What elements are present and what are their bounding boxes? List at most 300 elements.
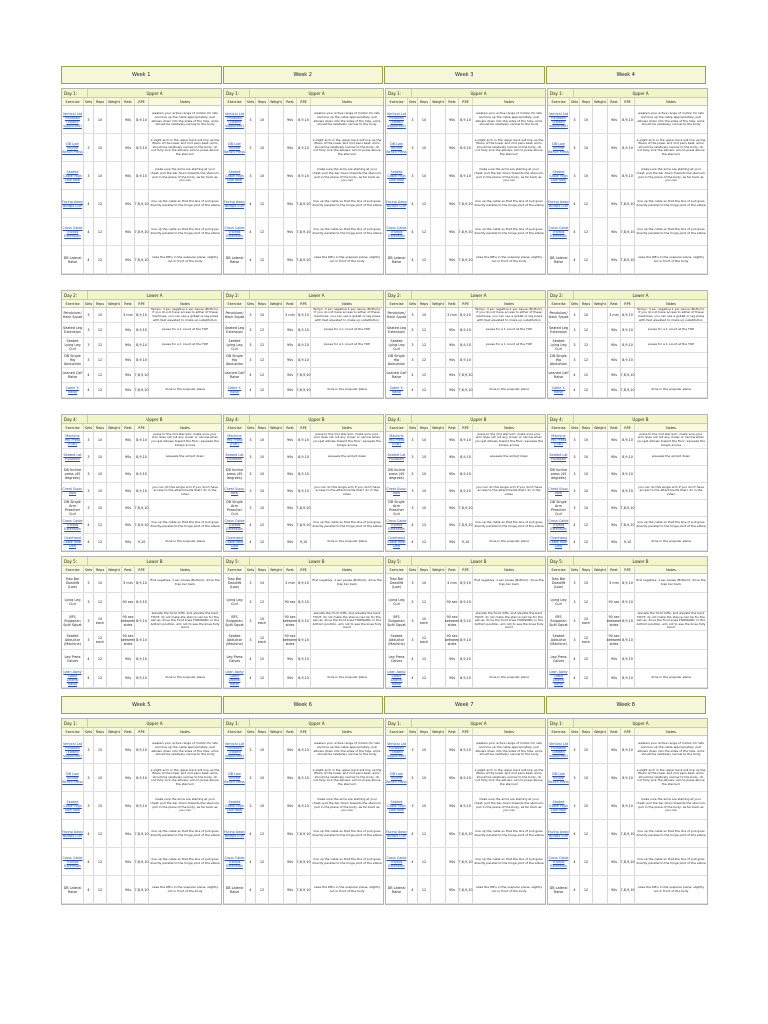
day-label: Day 2:	[548, 291, 574, 299]
cell: 90s	[122, 848, 135, 875]
exercise-row	[386, 574, 545, 593]
day-label: Day 4:	[224, 415, 250, 423]
exercise-link[interactable]: Vertical Lat Pulldown (closed supported)	[386, 736, 408, 763]
exercise-link: DB Lateral Raise	[386, 246, 408, 273]
exercise-row	[386, 449, 545, 466]
cell: 12	[418, 848, 431, 875]
column-header: Sets	[84, 729, 93, 734]
workout-table	[61, 718, 222, 905]
exercise-row	[62, 820, 221, 848]
week-label: Week 1	[61, 66, 222, 84]
cell: 90s	[284, 134, 297, 161]
cell: elevate the front cliffs, and elevate the back FOOT. do not make the stance narrow for the set-up: drive the front knee FORWARD; in the bottom position, aim not to see the knee fully bend	[636, 611, 706, 630]
cell: 7,8,9,10	[459, 218, 473, 245]
cell: 4	[570, 848, 580, 875]
exercise-link[interactable]: Seated Cable High Low Row	[548, 162, 570, 189]
cell: 10	[256, 308, 269, 322]
cell: 90s	[284, 764, 297, 791]
exercise-link[interactable]: Vertical Lat Pulldown (closed supported)	[224, 106, 246, 133]
cell: 90s	[122, 338, 135, 352]
exercise-link[interactable]: Cross Cable Triceps Extension	[548, 218, 570, 245]
day-focus: Upper A	[574, 89, 707, 97]
cell: 90s	[608, 190, 621, 217]
column-header: Exercise	[386, 566, 408, 573]
cell	[431, 593, 446, 611]
cell: 3 min	[284, 308, 297, 322]
cell: 12	[256, 190, 269, 217]
cell: 10	[256, 764, 269, 791]
day-row	[224, 415, 383, 424]
cell: a slight arch in the upper back will line up the fibers of the lower and mid pecs best; arms should be relatively narrow to the body, do not fully lock the elbows; aim to press above the sternum	[312, 767, 382, 786]
cell: 12	[94, 517, 107, 533]
cell	[311, 368, 383, 382]
cell: 12	[580, 876, 593, 903]
day-row	[62, 719, 221, 728]
cell: 4	[84, 848, 94, 875]
cell: 3	[408, 736, 418, 763]
cell: weaken your active range of motion for lats and line up the cable appropriately, pull elbows down into the sides of the hips, arms should be relatively narrow to the body	[475, 741, 543, 757]
exercise-link[interactable]: Seated Cable High Low Row	[62, 792, 84, 819]
cell: 4	[408, 368, 418, 382]
workout-table	[223, 718, 384, 905]
cell: 90 sec between sides	[446, 612, 459, 630]
cell: 8,9,10	[621, 323, 635, 337]
cell: 12	[418, 368, 431, 382]
week-label: Week 6	[223, 696, 384, 714]
exercise-link[interactable]: Seated Cable High Low Row	[62, 162, 84, 189]
column-header: Notes	[180, 301, 190, 306]
cell: 3	[570, 134, 580, 161]
cell: 12	[418, 669, 431, 687]
column-header-row	[386, 98, 545, 106]
cell: 4	[84, 190, 94, 217]
exercise-row	[548, 162, 707, 190]
exercise-link[interactable]: Cross Cable Triceps Extension	[224, 519, 245, 531]
column-header: Rest	[122, 98, 135, 105]
exercise-row	[62, 483, 221, 500]
cell: 90s	[608, 353, 621, 367]
column-header: Rest	[608, 566, 621, 573]
cell: 8,9,10	[135, 612, 149, 630]
cell: 12	[94, 323, 107, 337]
cell: line up the cable so that the line of pull goes directly parallel to the hinge joint of the elbow	[312, 856, 382, 865]
exercise-link[interactable]: Machine Pec Press (Flat)	[62, 432, 84, 448]
workout-table	[547, 414, 708, 552]
exercise-link[interactable]: DB Low Incline Bench Press	[62, 764, 84, 791]
exercise-link[interactable]: Seated Lat Pulldown	[386, 449, 408, 465]
cell: elevate the front cliffs, and elevate the back FOOT. do not make the stance narrow for the set-up: drive the front knee FORWARD; in the bottom position, aim not to see the knee fully bend	[474, 611, 544, 630]
exercise-link[interactable]: Overhead Cable Rear Delt	[386, 534, 408, 550]
exercise-row	[386, 612, 545, 631]
column-header-row	[386, 424, 545, 432]
column-header-row	[224, 566, 383, 574]
cell: raise the DB's in the scapular plane, slightly out in front of the body	[475, 884, 543, 893]
exercise-row	[548, 764, 707, 792]
column-header-row	[62, 424, 221, 432]
exercise-row	[224, 848, 383, 876]
cell: 12	[580, 218, 593, 245]
cell: 8,9,10	[135, 736, 149, 763]
exercise-link: DB Single Hip Abduction	[62, 353, 84, 367]
cell: 7,8,9,10	[135, 876, 149, 903]
exercise-row	[224, 876, 383, 904]
cell: 3	[84, 612, 94, 630]
column-header-row	[386, 566, 545, 574]
cell	[635, 466, 707, 482]
day-row	[548, 557, 707, 566]
exercise-link[interactable]: Lean Away Cable Lateral Raise	[224, 669, 246, 687]
exercise-link[interactable]: Cable Y-Raise	[386, 383, 408, 397]
exercise-link[interactable]: Facing Away Biceps Curl	[224, 190, 246, 217]
exercise-link[interactable]: Cross Cable Triceps Extension	[386, 218, 408, 245]
exercise-row	[386, 383, 545, 398]
cell: 90s	[446, 449, 459, 465]
cell	[431, 246, 446, 273]
day-label: Day 1:	[224, 89, 250, 97]
column-header-row	[548, 728, 707, 736]
exercise-link[interactable]: DB Low Incline Bench Press	[386, 764, 408, 791]
week-label: Week 5	[61, 696, 222, 714]
exercise-link[interactable]: Overhead Cable Rear Delt	[548, 534, 570, 550]
exercise-row	[386, 792, 545, 820]
cell: first negative, 1 sec pause (Bottom): drive the trap bar back	[150, 578, 220, 586]
column-header: Rest	[284, 566, 297, 573]
cell: line up the cable so that the line of pull goes directly parallel to the hinge joint of the elbow	[474, 226, 544, 235]
column-header: Rest	[446, 300, 459, 307]
column-header: Reps	[94, 566, 107, 573]
exercise-link[interactable]: Facing Away Biceps Curl	[386, 820, 408, 847]
exercise-link[interactable]: Vertical Lat Pulldown (closed supported)	[386, 106, 408, 133]
cell: 8,9,10	[621, 792, 635, 819]
cell: 3	[84, 792, 94, 819]
exercise-link[interactable]: Overhead Cable Rear Delt	[62, 534, 84, 550]
column-header: Exercise	[548, 98, 570, 105]
exercise-link[interactable]: Facing Away Biceps Curl	[548, 190, 570, 217]
exercise-row	[224, 449, 383, 466]
cell	[107, 517, 122, 533]
exercise-link[interactable]: Vertical Lat Pulldown (closed supported)	[62, 106, 84, 133]
exercise-link[interactable]: Seated Cable High Low Row	[386, 792, 408, 819]
exercise-link[interactable]: Lean Away Cable Lateral Raise	[62, 669, 84, 687]
column-header: Rest	[446, 566, 459, 573]
exercise-link: Trap Bar Deadlift (Low)	[224, 574, 246, 592]
cell: weaken your active range of motion for lats and line up the cable appropriately, pull elbows down into the sides of the hips, arms should be relatively narrow to the body	[475, 111, 543, 127]
cell	[431, 218, 446, 245]
cell	[107, 792, 122, 819]
exercise-row	[62, 308, 221, 323]
exercise-link[interactable]: Seated Lat Pulldown	[548, 449, 570, 465]
cell: 90 sec	[122, 593, 135, 611]
column-header: Exercise	[386, 728, 408, 735]
cell: 3	[570, 338, 580, 352]
exercise-link[interactable]: DB Low Incline Bench Press	[548, 764, 570, 791]
cell: 12	[94, 368, 107, 382]
cell: 4	[246, 669, 256, 687]
exercise-link: BFS Bulgarian Split Squat	[62, 612, 84, 630]
cell: 10	[580, 736, 593, 763]
cell: 90 sec	[284, 593, 297, 611]
exercise-link[interactable]: Facing Away Biceps Curl	[62, 190, 84, 217]
cell: 4	[246, 190, 256, 217]
exercise-link[interactable]: Cross Cable Triceps Extension	[62, 218, 84, 245]
cell: 10	[94, 483, 107, 499]
column-header: Rest	[122, 728, 135, 735]
cell: 7,8,9,10	[297, 500, 311, 516]
workout-table	[223, 414, 384, 552]
cell: 12	[94, 669, 107, 687]
exercise-link[interactable]: Seated Lat Pulldown	[62, 449, 84, 465]
cell: 8,9,10	[621, 162, 635, 189]
column-header: Rest	[446, 424, 459, 431]
cell	[431, 574, 446, 592]
cell: line up the cable so that the line of pull goes directly parallel to the hinge joint of the elbow	[474, 828, 544, 837]
exercise-link: Leg Press Calves	[386, 650, 408, 668]
exercise-link[interactable]: Seated Lat Pulldown	[224, 449, 246, 465]
cell: 12	[580, 190, 593, 217]
day-focus: Upper A	[250, 719, 383, 727]
column-header: Notes	[504, 567, 514, 572]
exercise-link[interactable]: Facing Away Biceps Curl	[62, 820, 84, 847]
week-header-row	[61, 66, 707, 86]
exercise-link[interactable]: Lean Away Cable Lateral Raise	[386, 669, 408, 687]
cell: 8,9,10	[135, 353, 149, 367]
exercise-link: DB Incline press (45 degrees)	[62, 466, 84, 482]
cell: 4	[84, 650, 94, 668]
exercise-row	[62, 848, 221, 876]
column-header: Rest	[122, 300, 135, 307]
cell	[107, 650, 122, 668]
column-header: Sets	[408, 567, 417, 572]
column-header: Reps	[94, 424, 107, 431]
cell: 90s	[446, 736, 459, 763]
exercise-link[interactable]: Cable Y-Raise	[224, 383, 246, 397]
exercise-link[interactable]: Cross Cable Triceps Extension	[62, 848, 84, 875]
cell: 10	[256, 134, 269, 161]
exercise-row	[224, 353, 383, 368]
cell: 10	[580, 432, 593, 448]
exercise-link[interactable]: DB Low Incline Bench Press	[386, 134, 408, 161]
exercise-link: Trap Bar Deadlift (Low)	[386, 574, 408, 592]
cell	[269, 338, 284, 352]
cell: 10 each	[256, 612, 269, 630]
column-header: Weight	[107, 98, 122, 105]
cell: 90s	[284, 368, 297, 382]
exercise-link[interactable]: Cross Cable Triceps Extension	[224, 848, 246, 875]
exercise-link: Leg Press Calves	[548, 650, 570, 668]
cell	[107, 432, 122, 448]
cell: you can do this single arm if you don't have access to the attachments that I do in the video	[152, 484, 218, 496]
exercise-link[interactable]: DB Low Incline Bench Press	[548, 134, 570, 161]
cell	[593, 134, 608, 161]
exercise-link[interactable]: DB Low Incline Bench Press	[62, 134, 84, 161]
day-label: Day 1:	[62, 89, 88, 97]
exercise-link: Seated Leg Extension	[62, 323, 84, 337]
exercise-link[interactable]: Seated Cable High Low Row	[548, 792, 570, 819]
day-label: Day 1:	[548, 719, 574, 727]
cell: 12	[418, 534, 431, 550]
cell: 8,9,10	[459, 134, 473, 161]
exercise-link: Seated Adductor (Machine)	[62, 631, 84, 649]
exercise-link[interactable]: Cable Y-Raise	[62, 383, 84, 397]
cell: 8,9,10	[621, 764, 635, 791]
exercise-link: Pendulum/ Hack Squat	[386, 308, 408, 322]
cell: 12	[418, 190, 431, 217]
column-header: Weight	[593, 98, 608, 105]
exercise-link[interactable]: Chest Supp. Row	[386, 483, 408, 499]
exercise-link[interactable]: Cross Cable Triceps Extension	[62, 519, 83, 531]
exercise-link[interactable]: Cross Cable Triceps Extension	[548, 848, 570, 875]
cell: 8,9,10	[459, 736, 473, 763]
exercise-link[interactable]: Chest Supp. Row	[224, 483, 246, 499]
cell	[269, 500, 284, 516]
exercise-row	[386, 323, 545, 338]
exercise-link[interactable]: Facing Away Biceps Curl	[224, 820, 246, 847]
cell: 8,9,10	[135, 764, 149, 791]
exercise-link[interactable]: DB Low Incline Bench Press	[224, 764, 246, 791]
cell: 10	[256, 574, 269, 592]
column-header: RPE	[621, 424, 635, 431]
cell: 3	[246, 631, 256, 649]
cell	[473, 466, 545, 482]
cell: 90s	[122, 246, 135, 273]
workout-table	[61, 88, 222, 275]
exercise-link[interactable]: Machine Pec Press (Flat)	[386, 432, 408, 448]
exercise-row	[548, 669, 707, 688]
exercise-link[interactable]: Facing Away Biceps Curl	[386, 190, 408, 217]
cell: 10 each	[94, 612, 107, 630]
exercise-link[interactable]: Vertical Lat Pulldown (closed supported)	[548, 106, 570, 133]
cell: 10	[94, 466, 107, 482]
exercise-link[interactable]: Cross Cable Triceps Extension	[548, 519, 569, 531]
cell	[431, 368, 446, 382]
cell: 12	[94, 190, 107, 217]
cell: 4	[246, 218, 256, 245]
exercise-link[interactable]: Vertical Lat Pulldown (closed supported)	[62, 736, 84, 763]
column-header: Reps	[256, 98, 269, 105]
cell	[593, 848, 608, 875]
cell: 3	[408, 353, 418, 367]
column-header: Reps	[94, 300, 107, 307]
cell	[269, 792, 284, 819]
exercise-link[interactable]: Vertical Lat Pulldown (closed supported)	[548, 736, 570, 763]
cell	[149, 466, 221, 482]
cell: 10	[94, 449, 107, 465]
cell: 4	[246, 383, 256, 397]
exercise-link[interactable]: Lean Away Cable Lateral Raise	[548, 669, 570, 687]
exercise-link[interactable]: Cross Cable Triceps Extension	[386, 519, 407, 531]
exercise-row	[62, 323, 221, 338]
cell	[593, 383, 608, 397]
day-focus: Upper A	[574, 719, 707, 727]
exercise-link[interactable]: Cable Y-Raise	[548, 383, 570, 397]
cell: 4	[84, 517, 94, 533]
cell: 8,9,10	[135, 308, 149, 322]
column-header: RPE	[621, 566, 635, 573]
exercise-link[interactable]: Chest Supp. Row	[548, 483, 570, 499]
cell: 10	[94, 736, 107, 763]
workout-table	[385, 88, 546, 275]
exercise-link: Lying Leg Curl	[386, 593, 408, 611]
exercise-link[interactable]: Overhead Cable Rear Delt	[224, 534, 246, 550]
exercise-link[interactable]: Seated Cable High Low Row	[224, 162, 246, 189]
cell: 90s	[122, 432, 135, 448]
cell: 8,9,10	[621, 631, 635, 649]
cell: 3	[408, 574, 418, 592]
cell: 12	[418, 246, 431, 273]
cell: 8,9,10	[297, 650, 311, 668]
exercise-link: Seated Adductor (Machine)	[386, 631, 408, 649]
exercise-link[interactable]: Cross Cable Triceps Extension	[224, 218, 246, 245]
exercise-row	[386, 190, 545, 218]
cell: 12	[94, 848, 107, 875]
cell	[635, 368, 707, 382]
exercise-row	[224, 650, 383, 669]
column-header: RPE	[135, 424, 149, 431]
cell	[431, 338, 446, 352]
exercise-link[interactable]: Machine Pec Press (Flat)	[224, 432, 246, 448]
exercise-link[interactable]: Machine Pec Press (Flat)	[548, 432, 570, 448]
exercise-row	[224, 612, 383, 631]
cell: 8,9,10	[459, 353, 473, 367]
workout-table	[61, 290, 222, 399]
cell: 12	[94, 593, 107, 611]
cell: 12	[256, 246, 269, 273]
cell	[269, 106, 284, 133]
cell: pause for a 1 count at the TOP	[485, 342, 532, 347]
cell: line up the cable so that the line of pull goes directly parallel to the hinge joint of the elbow	[150, 226, 220, 235]
cell	[431, 106, 446, 133]
cell: 8,9,10	[459, 432, 473, 448]
column-header: Rest	[608, 98, 621, 105]
cell	[431, 353, 446, 367]
workout-table	[385, 414, 546, 552]
exercise-link[interactable]: Chest Supp. Row	[62, 483, 84, 499]
exercise-link[interactable]: Cross Cable Triceps Extension	[386, 848, 408, 875]
cell: 12	[580, 593, 593, 611]
column-header: Sets	[570, 729, 579, 734]
exercise-row	[62, 246, 221, 274]
exercise-link[interactable]: Seated Cable High Low Row	[224, 792, 246, 819]
cell: line up the cable so that the line of pull goes directly parallel to the hinge joint of the elbow	[150, 520, 220, 528]
cell	[593, 353, 608, 367]
day-focus: Upper A	[412, 89, 545, 97]
exercise-link[interactable]: Vertical Lat Pulldown (closed supported)	[224, 736, 246, 763]
cell: done in the scapular plane	[326, 539, 368, 544]
cell: 3	[84, 736, 94, 763]
exercise-link[interactable]: Facing Away Biceps Curl	[548, 820, 570, 847]
cell: 8,9,10	[135, 162, 149, 189]
cell: raise the DB's in the scapular plane, slightly out in front of the body	[151, 254, 219, 263]
cell: 3	[570, 449, 580, 465]
exercise-link[interactable]: Seated Cable High Low Row	[386, 162, 408, 189]
exercise-link[interactable]: DB Low Incline Bench Press	[224, 134, 246, 161]
day-label: Day 2:	[224, 291, 250, 299]
week-label: Week 3	[384, 66, 545, 84]
column-header: Sets	[246, 99, 255, 104]
cell: 90s	[122, 669, 135, 687]
day-label: Day 1:	[386, 89, 412, 97]
day-band	[61, 290, 707, 394]
cell	[635, 500, 707, 516]
cell: 3	[246, 353, 256, 367]
cell: 4	[84, 383, 94, 397]
cell: 4	[408, 820, 418, 847]
cell: 4	[408, 669, 418, 687]
cell: 8,9,10	[621, 650, 635, 668]
cell: 90s	[122, 764, 135, 791]
column-header: Exercise	[224, 424, 246, 431]
cell: raise the DB's in the scapular plane, slightly out in front of the body	[151, 884, 219, 893]
